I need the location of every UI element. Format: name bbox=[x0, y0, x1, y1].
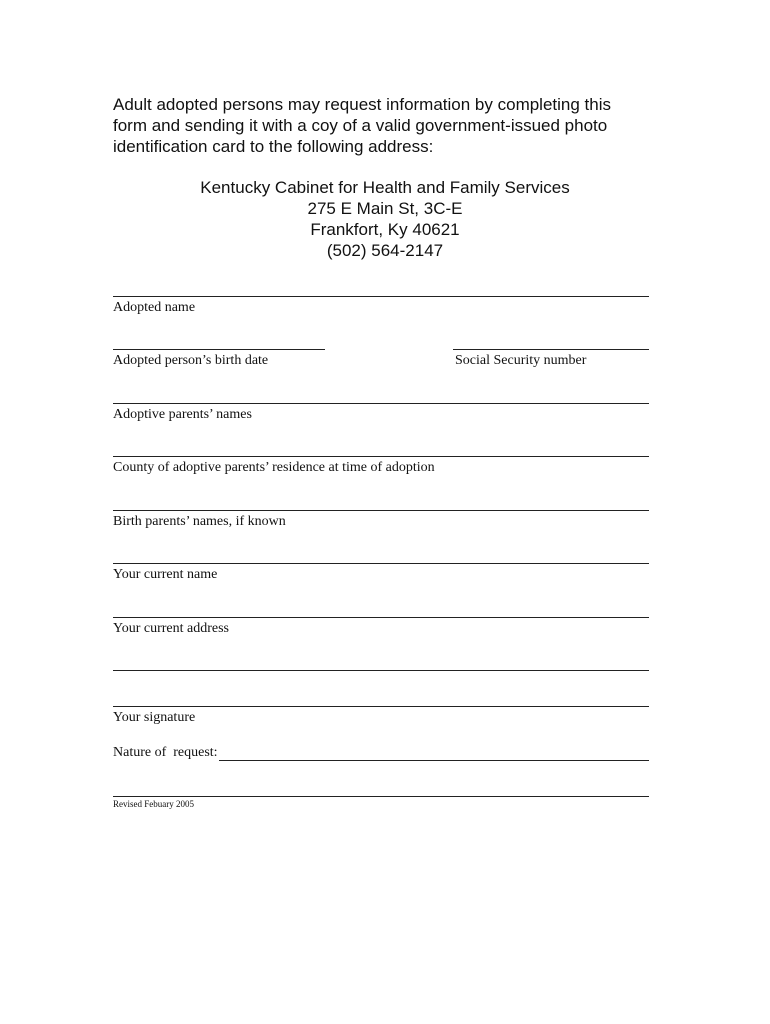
signature-line[interactable] bbox=[113, 706, 649, 707]
phone-number: (502) 564-2147 bbox=[326, 241, 444, 260]
city-state-zip: Frankfort, Ky 40621 bbox=[310, 220, 460, 239]
adopted-name-line[interactable] bbox=[113, 296, 649, 297]
nature-of-request-row bbox=[113, 745, 649, 761]
agency-name: Kentucky Cabinet for Health and Family Services bbox=[200, 178, 570, 197]
revision-note: Revised Febuary 2005 bbox=[113, 799, 194, 809]
intro-line-1: Adult adopted persons may request information by completing this bbox=[113, 95, 611, 114]
birth-date-label: Adopted person’s birth date bbox=[113, 353, 269, 368]
ssn-line[interactable] bbox=[453, 349, 649, 350]
adoptive-parents-label: Adoptive parents’ names bbox=[113, 407, 252, 422]
intro-paragraph bbox=[113, 94, 653, 157]
blank-line[interactable] bbox=[113, 670, 649, 671]
current-name-line[interactable] bbox=[113, 563, 649, 564]
current-address-line[interactable] bbox=[113, 617, 649, 618]
ssn-label: Social Security number bbox=[455, 353, 587, 368]
current-name-label: Your current name bbox=[113, 567, 218, 582]
birth-parents-line[interactable] bbox=[113, 510, 649, 511]
county-label: County of adoptive parents’ residence at time of adoption bbox=[113, 460, 435, 475]
street-address: 275 E Main St, 3C-E bbox=[307, 199, 463, 218]
birth-parents-label: Birth parents’ names, if known bbox=[113, 514, 286, 529]
county-line[interactable] bbox=[113, 456, 649, 457]
intro-line-3: identification card to the following address: bbox=[113, 137, 434, 156]
birth-date-line[interactable] bbox=[113, 349, 325, 350]
signature-label: Your signature bbox=[113, 710, 196, 725]
mailing-address bbox=[113, 177, 657, 261]
current-address-label: Your current address bbox=[113, 621, 229, 636]
adoptive-parents-line[interactable] bbox=[113, 403, 649, 404]
nature-of-request-line-2[interactable] bbox=[113, 796, 649, 797]
nature-of-request-line[interactable] bbox=[219, 747, 649, 761]
adopted-name-label: Adopted name bbox=[113, 300, 196, 315]
intro-line-2: form and sending it with a coy of a valid government-issued photo bbox=[113, 116, 608, 135]
nature-of-request-label: Nature of request: bbox=[113, 745, 218, 760]
